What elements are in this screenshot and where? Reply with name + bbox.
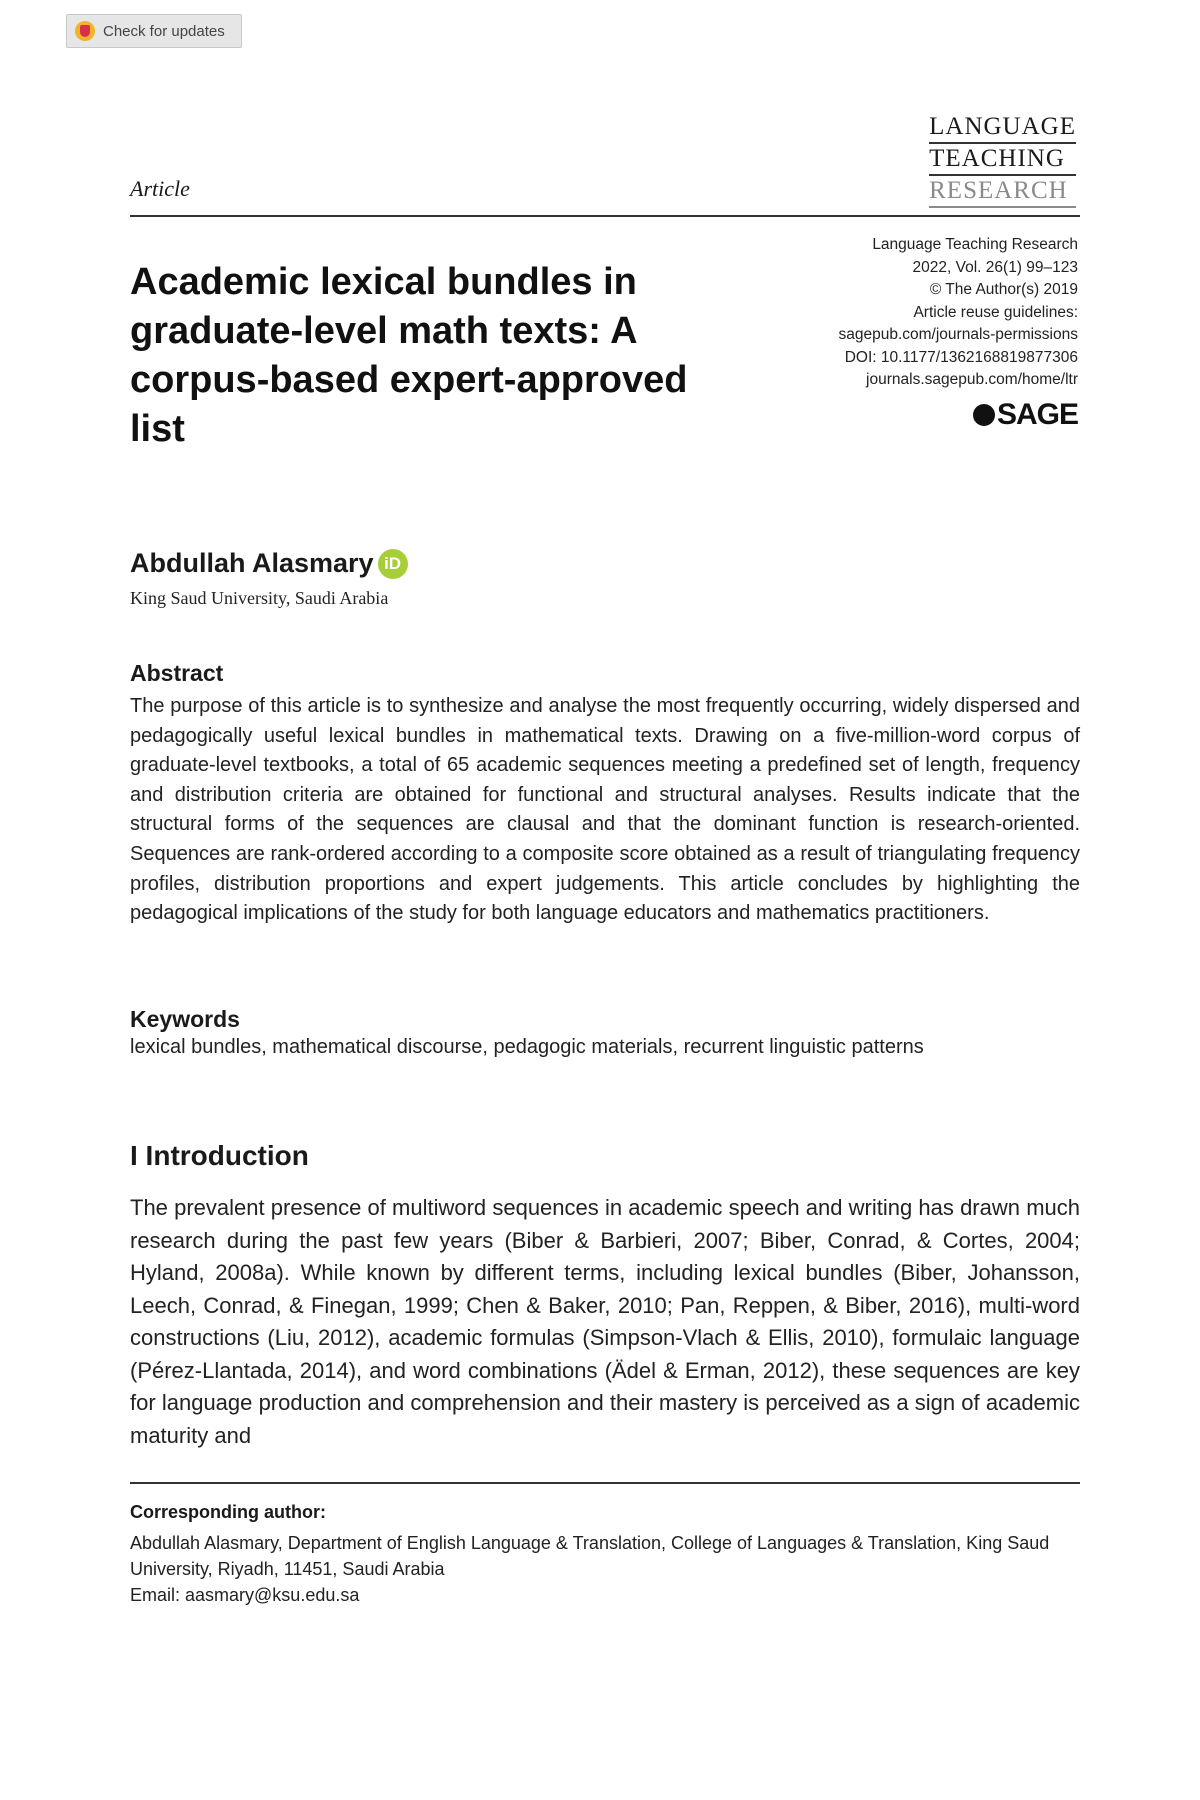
keywords-heading: Keywords (130, 1006, 240, 1032)
journal-logo (929, 112, 1076, 208)
copyright-line: © The Author(s) 2019 (929, 281, 1078, 298)
reuse-link[interactable]: sagepub.com/journals-permissions (838, 326, 1078, 343)
volume-info: 2022, Vol. 26(1) 99–123 (912, 258, 1078, 276)
abstract-heading: Abstract (130, 660, 224, 686)
journal-logo-line-3: RESEARCH (929, 176, 1076, 208)
corresponding-author-email[interactable]: Email: aasmary@ksu.edu.sa (130, 1585, 360, 1605)
introduction-text: The prevalent presence of multiword sequences in academic speech and writing has drawn much research during the past few years (Biber & Barbieri, 2007; Biber, Conrad, & Cortes, 2004; Hyland, 2008a). While known by different terms, including lexical bundles (Biber, Johansson, Leech, Conrad, & Finegan, 1999; Chen & Baker, 2010; Pan, Reppen, & Biber, 2016), multi-word constructions (Liu, 2012), academic formulas (Simpson-Vlach & Ellis, 2010), formulaic language (Pérez-Llantada, 2014), and word combinations (Ädel & Erman, 2012), these sequences are key for language production and comprehension and their mastery is perceived as a sign of academic maturity and (130, 1195, 1080, 1448)
article-type-label: Article (130, 176, 190, 201)
sage-logo (973, 398, 1078, 432)
journal-home-link[interactable]: journals.sagepub.com/home/ltr (866, 371, 1078, 388)
corresponding-author-address: Abdullah Alasmary, Department of English Language & Translation, College of Languages & Translation, King Saud University, Riyadh, 11451, Saudi Arabia (130, 1533, 1050, 1579)
sage-mark-icon (973, 404, 995, 426)
footnote-divider (130, 1482, 1080, 1484)
journal-logo-line-2: TEACHING (929, 144, 1076, 176)
check-for-updates-button[interactable] (66, 14, 242, 48)
header-divider (130, 215, 1080, 217)
article-title: Academic lexical bundles in graduate-level math texts: A corpus-based expert-approved list (130, 261, 688, 450)
doi-link[interactable]: DOI: 10.1177/1362168819877306 (844, 348, 1078, 366)
author-affiliation: King Saud University, Saudi Arabia (130, 588, 389, 608)
crossmark-icon (75, 21, 95, 41)
sage-wordmark: SAGE (996, 398, 1078, 431)
author-name-text: Abdullah Alasmary (130, 548, 374, 578)
corresponding-author-heading: Corresponding author: (130, 1502, 326, 1522)
check-for-updates-label: Check for updates (103, 22, 225, 40)
publication-metadata (718, 234, 1078, 392)
journal-name: Language Teaching Research (872, 236, 1078, 253)
introduction-heading: I Introduction (130, 1140, 309, 1171)
reuse-label: Article reuse guidelines: (913, 303, 1078, 321)
orcid-icon[interactable]: iD (378, 549, 408, 579)
abstract-text: The purpose of this article is to synthesize and analyse the most frequently occurring, widely dispersed and pedagogically useful lexical bundles in mathematical texts. Drawing on a five-million-word corpus of graduate-level textbooks, a total of 65 academic sequences meeting a predefined set of length, frequency and distribution criteria are obtained for functional and structural analyses. Results indicate that the structural forms of the sequences are clausal and that the dominant function is research-oriented. Sequences are rank-ordered according to a composite score obtained as a result of triangulating frequency profiles, distribution proportions and expert judgements. This article concludes by highlighting the pedagogical implications of the study for both language educators and mathematics practitioners. (130, 695, 1080, 925)
author-name (130, 548, 408, 579)
journal-logo-line-1: LANGUAGE (929, 112, 1076, 144)
corresponding-author-details (130, 1530, 1080, 1608)
keywords-text: lexical bundles, mathematical discourse, pedagogic materials, recurrent linguistic patterns (130, 1036, 924, 1058)
